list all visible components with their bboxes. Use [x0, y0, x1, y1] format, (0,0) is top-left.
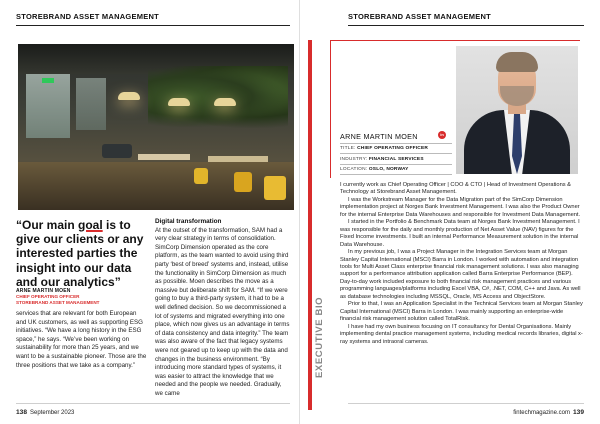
photo-window	[26, 74, 70, 138]
issue-date: September 2023	[30, 410, 75, 416]
folio-right	[513, 409, 584, 416]
quote-name: ARNE MARTIN MOEN	[16, 288, 71, 294]
photo-chair	[234, 172, 252, 192]
right-page	[300, 0, 600, 424]
bio-paragraph: I was the Workstream Manager for the Data Migration part of the SimCorp Dimension implementation project at Norges Bank Investment Management. I was also the Product Owner for the internal Enterprise Data Warehouses and responsible for Investment Data Management.	[340, 196, 581, 218]
profile-industry-row	[340, 154, 452, 164]
linkedin-icon[interactable]: in	[438, 131, 446, 139]
executive-portrait	[456, 46, 578, 174]
body-column-2	[155, 218, 291, 398]
pull-quote-highlight: goal	[78, 218, 103, 232]
running-head-left: STOREBRAND ASSET MANAGEMENT	[16, 12, 160, 21]
photo-lamp	[168, 98, 190, 106]
photo-chair	[264, 176, 286, 200]
body-paragraph: At the outset of the transformation, SAM had a very clear strategy in terms of consolidation. SimCorp Dimension operated as the core platform, as the team wanted to avoid using third party ‘best of breed’ systems and, instead, utilise the functionality in SimCorp Dimension as much as possible. Moen describes the move as a massive but deliberate shift for SAM. “If we were going to buy a third-party system, it had to be a well defined decision. So we decommissioned a lot of systems and migrated everything into one place, which now gives us an advantage in terms of data consistency and data integrity.” The team was also aware of the fact that legacy systems were not geared up to keep up with the data and changes in the business environment. “By introducing more standard types of systems, it was easier to attract the knowledge that we needed and the people we needed. Gradually, we came	[155, 226, 290, 397]
bio-paragraph: I have had my own business focusing on IT consultancy for Dental Organisations. Mainly implementing dental practice management systems, including medical records libraries, digital x-ray systems and intraoral cameras.	[340, 323, 583, 345]
location-value: OSLO, NORWAY	[368, 167, 409, 173]
industry-value: FINANCIAL SERVICES	[368, 156, 424, 162]
quote-role: CHIEF OPERATING OFFICER	[16, 294, 80, 299]
bio-paragraph: Prior to that, I was an Application Specialist in the Technical Services team at Morgan Stanley Capital International (MSCI) Barra in London. I was mainly supporting an enterprise-wide financial risk management solution called TotalRisk.	[340, 301, 583, 323]
profile-name: ARNE MARTIN MOEN	[340, 132, 452, 144]
photo-lamp	[118, 92, 140, 100]
location-label: LOCATION:	[340, 167, 368, 173]
bio-paragraph: In my previous job, I was a Project Manager in the Integration Services team at Morgan Stanley Capital International (MSCI) Barra in London. I worked with automation and integration tools for Multi Asset Class enterprise financial risk management solutions. I was also managing support for a performance attribution application called Barra Enterprise Performance (BEP). Day-to-day work included exposure to both financial risk management practices and various programming languages/platforms including Excel VBA, C#, .NET, COM, C++ and Java. As well as database technologies including MSSQL, Oracle, MS Access and ObjectStore.	[340, 249, 581, 300]
industry-label: INDUSTRY:	[340, 156, 368, 162]
portrait-hair	[496, 52, 538, 72]
quote-attribution	[16, 288, 148, 306]
photo-table	[138, 154, 190, 160]
bio-paragraph: I started in the Portfolio & Benchmark Data team at Norges Bank Investment Management. I was responsible for the daily and monthly production of Net Asset Value (NAV) figures for the Fixed Income investments. I built an internal Performance Measurement solution in the internal Data Warehouse.	[340, 219, 580, 248]
bio-paragraph: I currently work as Chief Operating Officer | COO & CTO | Head of Investment Operations & Technology at Storebrand Asset Management.	[340, 182, 571, 196]
title-value: CHIEF OPERATING OFFICER	[357, 146, 429, 152]
page-number: 139	[572, 409, 584, 416]
title-label: TITLE:	[340, 146, 356, 152]
bio-text	[340, 182, 584, 346]
profile-location-row	[340, 165, 452, 175]
footer-rule	[16, 403, 290, 404]
photo-plants	[148, 66, 288, 128]
running-head-right: STOREBRAND ASSET MANAGEMENT	[348, 12, 492, 21]
quote-company: STOREBRAND ASSET MANAGEMENT	[16, 300, 100, 305]
header-rule	[16, 25, 290, 26]
site-url[interactable]: fintechmagazine.com	[513, 410, 570, 416]
subheading: Digital transformation	[155, 218, 222, 225]
profile-title-row	[340, 144, 452, 154]
pull-quote	[16, 218, 148, 289]
photo-exit-sign	[42, 78, 54, 83]
pull-quote-end: is to give our clients or any interested parties the insight into our data and our analytics”	[16, 218, 144, 289]
photo-sofa	[102, 144, 132, 158]
office-photo	[18, 44, 294, 210]
photo-table	[208, 156, 268, 162]
photo-chair	[194, 168, 208, 184]
page-number: 138	[16, 409, 28, 416]
photo-window	[76, 78, 106, 130]
footer-rule	[348, 403, 584, 404]
red-accent-bar	[308, 40, 312, 410]
photo-floor	[18, 162, 294, 210]
folio-left	[16, 409, 74, 416]
header-rule	[348, 25, 584, 26]
profile-card	[340, 132, 452, 175]
body-column-1: services that are relevant for both European and UK customers, as well as supporting ESG initiatives. “We have a long history in the ESG space,” he says. “We’ve been working on sustainability for more than 25 years, and we want to be a sustainable pioneer. Those are the three positions that we take as a company.”	[16, 310, 147, 369]
photo-lamp	[214, 98, 236, 106]
pull-quote-start: “Our main	[16, 218, 79, 232]
executive-bio-label: EXECUTIVE BIO	[314, 296, 325, 378]
